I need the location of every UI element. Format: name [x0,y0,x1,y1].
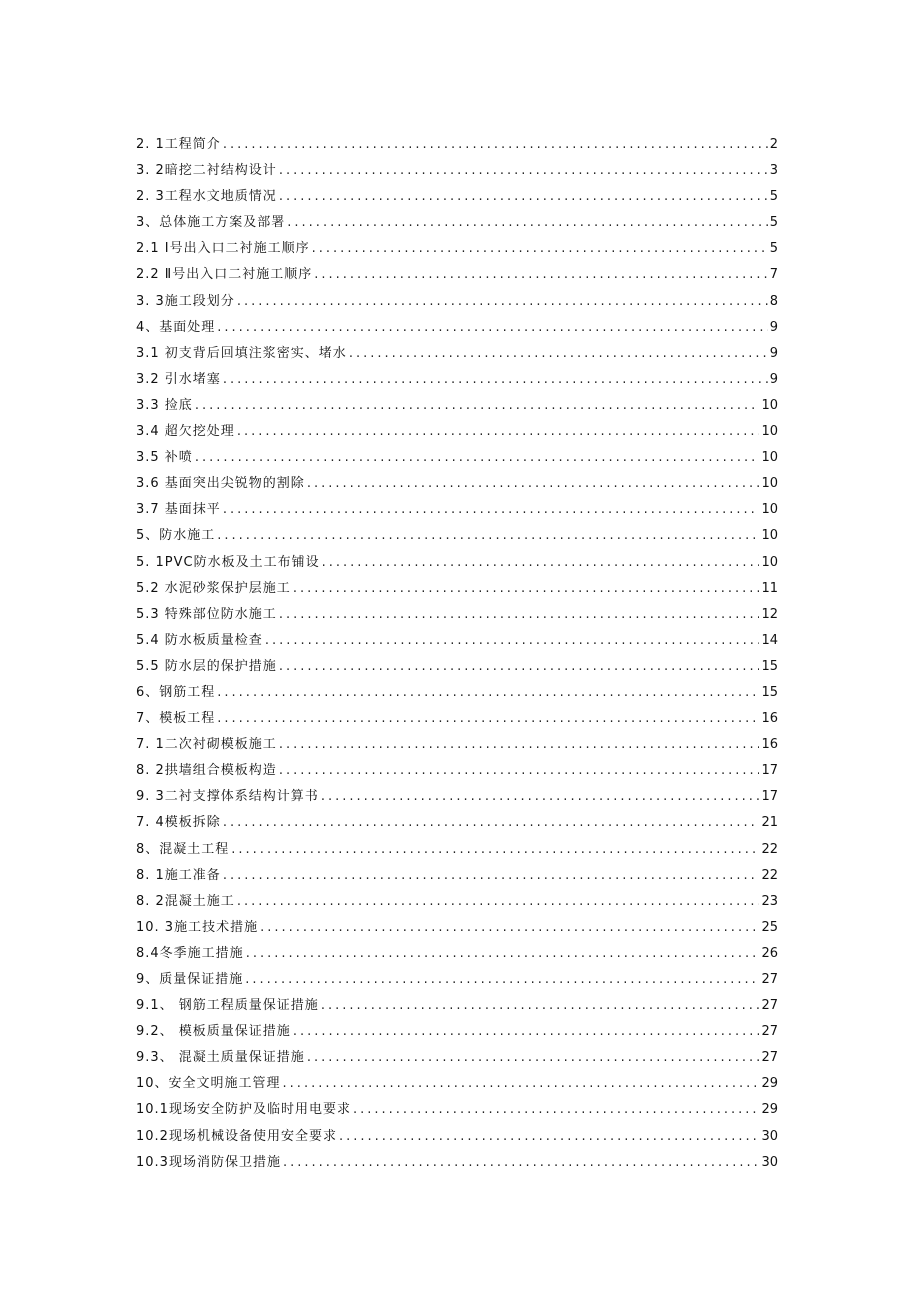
toc-entry[interactable] [136,1019,778,1045]
toc-entry-label: 6、钢筋工程 [136,684,216,700]
toc-entry-page-number: 9 [769,345,778,361]
toc-entry-label: 7. 1二次衬砌模板施工 [136,737,277,753]
toc-entry-page-number: 27 [761,1024,778,1040]
toc-dot-leader [279,602,760,628]
toc-dot-leader [223,863,760,889]
toc-entry[interactable] [136,863,778,889]
toc-entry[interactable] [136,706,778,732]
toc-entry-page-number: 9 [769,371,778,387]
toc-entry[interactable] [136,784,778,810]
toc-dot-leader [260,915,759,941]
toc-entry-page-number: 2 [769,137,778,152]
toc-entry-page-number: 27 [761,998,778,1014]
toc-entry-label: 10. 3施工技术措施 [136,919,259,935]
table-of-contents [136,132,778,1176]
toc-dot-leader [321,784,760,810]
toc-dot-leader [237,889,760,915]
toc-entry-page-number: 16 [761,711,778,727]
toc-entry-page-number: 23 [761,893,778,909]
toc-entry[interactable] [136,393,778,419]
toc-entry-page-number: 22 [761,841,778,857]
toc-entry[interactable] [136,967,778,993]
toc-dot-leader [307,1045,760,1071]
toc-entry[interactable] [136,341,778,367]
toc-entry-label: 2.1 Ⅰ号出入口二衬施工顺序 [136,241,310,257]
toc-entry-label: 3.6 基面突出尖锐物的割除 [136,476,305,492]
toc-entry-label: 3.7 基面抹平 [136,502,221,518]
toc-entry-label: 10.2现场机械设备使用安全要求 [136,1128,337,1144]
toc-dot-leader [279,184,768,210]
toc-entry-label: 9.2、 模板质量保证措施 [136,1024,291,1040]
toc-entry-page-number: 22 [761,867,778,883]
toc-entry-label: 5、防水施工 [136,528,216,544]
toc-entry-page-number: 5 [769,215,778,231]
toc-entry[interactable] [136,550,778,576]
toc-dot-leader [217,680,759,706]
toc-entry-label: 8. 1施工准备 [136,867,221,883]
toc-dot-leader [223,132,768,158]
toc-dot-leader [217,315,767,341]
toc-dot-leader [279,654,760,680]
toc-entry-label: 8、混凝土工程 [136,841,230,857]
toc-entry[interactable] [136,810,778,836]
toc-dot-leader [287,210,767,236]
toc-entry-label: 9. 3二衬支撑体系结构计算书 [136,789,319,805]
toc-dot-leader [283,1071,760,1097]
toc-dot-leader [283,1150,760,1176]
toc-entry[interactable] [136,367,778,393]
toc-dot-leader [217,706,759,732]
toc-dot-leader [279,758,760,784]
toc-dot-leader [231,837,759,863]
toc-dot-leader [322,550,760,576]
toc-entry[interactable] [136,576,778,602]
toc-entry-label: 5.2 水泥砂浆保护层施工 [136,580,291,596]
toc-entry-label: 3. 2暗挖二衬结构设计 [136,163,277,179]
toc-entry-label: 7. 4模板拆除 [136,815,221,831]
toc-entry-label: 2. 1工程简介 [136,137,221,152]
toc-dot-leader [279,732,760,758]
toc-dot-leader [307,471,760,497]
toc-entry-page-number: 21 [761,815,778,831]
toc-entry-page-number: 10 [761,397,778,413]
toc-entry-page-number: 11 [761,580,778,596]
toc-entry-label: 5.5 防水层的保护措施 [136,658,277,674]
toc-entry-label: 8.4冬季施工措施 [136,945,244,961]
toc-entry[interactable] [136,758,778,784]
toc-entry[interactable] [136,993,778,1019]
toc-entry[interactable] [136,262,778,288]
toc-entry-page-number: 29 [761,1076,778,1092]
toc-entry[interactable] [136,523,778,549]
toc-entry-page-number: 14 [761,632,778,648]
toc-entry-page-number: 27 [761,1050,778,1066]
toc-entry[interactable] [136,680,778,706]
toc-entry-label: 5. 1PVC防水板及土工布铺设 [136,554,320,570]
toc-entry-label: 5.4 防水板质量检查 [136,632,263,648]
toc-entry[interactable] [136,889,778,915]
toc-entry-label: 2. 3工程水文地质情况 [136,189,277,205]
toc-entry[interactable] [136,1045,778,1071]
toc-entry-page-number: 30 [761,1128,778,1144]
toc-entry-label: 10.3现场消防保卫措施 [136,1154,281,1170]
toc-entry-page-number: 29 [761,1102,778,1118]
toc-entry-page-number: 12 [761,606,778,622]
toc-entry-page-number: 9 [769,319,778,335]
toc-entry-label: 3.5 补喷 [136,450,193,466]
toc-entry[interactable] [136,236,778,262]
toc-entry-page-number: 10 [761,554,778,570]
toc-dot-leader [237,289,768,315]
toc-dot-leader [245,967,759,993]
toc-entry-page-number: 15 [761,658,778,674]
toc-entry-page-number: 8 [769,293,778,309]
toc-entry[interactable] [136,732,778,758]
toc-entry-page-number: 15 [761,684,778,700]
toc-dot-leader [321,993,760,1019]
toc-entry[interactable] [136,837,778,863]
toc-entry-label: 10、安全文明施工管理 [136,1076,281,1092]
toc-entry[interactable] [136,184,778,210]
toc-dot-leader [237,419,760,445]
toc-entry-page-number: 3 [769,163,778,179]
toc-entry-label: 7、模板工程 [136,711,216,727]
toc-entry[interactable] [136,445,778,471]
toc-entry[interactable] [136,471,778,497]
toc-entry[interactable] [136,132,778,158]
toc-entry-label: 2.2 Ⅱ号出入口二衬施工顺序 [136,267,313,283]
toc-dot-leader [223,367,768,393]
toc-entry[interactable] [136,1097,778,1123]
toc-dot-leader [223,497,760,523]
toc-dot-leader [353,1097,760,1123]
toc-entry[interactable] [136,419,778,445]
toc-entry-label: 3、总体施工方案及部署 [136,215,286,231]
toc-entry-label: 3. 3施工段划分 [136,293,235,309]
toc-dot-leader [195,393,760,419]
toc-entry[interactable] [136,654,778,680]
toc-dot-leader [195,445,760,471]
toc-dot-leader [246,941,760,967]
toc-entry-label: 3.1 初支背后回填注浆密实、堵水 [136,345,347,361]
toc-entry[interactable] [136,497,778,523]
toc-entry-label: 3.2 引水堵塞 [136,371,221,387]
toc-entry-label: 4、基面处理 [136,319,216,335]
toc-dot-leader [279,158,768,184]
toc-dot-leader [312,236,768,262]
toc-entry[interactable] [136,1124,778,1150]
toc-entry[interactable] [136,210,778,236]
toc-entry[interactable] [136,289,778,315]
toc-entry[interactable] [136,1071,778,1097]
toc-entry[interactable] [136,941,778,967]
toc-entry[interactable] [136,628,778,654]
toc-entry-page-number: 17 [761,763,778,779]
toc-entry-page-number: 5 [769,189,778,205]
toc-entry-page-number: 10 [761,424,778,440]
toc-entry-page-number: 5 [769,241,778,257]
toc-dot-leader [339,1124,760,1150]
toc-entry[interactable] [136,158,778,184]
toc-dot-leader [223,810,760,836]
toc-entry-page-number: 16 [761,737,778,753]
toc-entry[interactable] [136,315,778,341]
toc-entry-label: 10.1现场安全防护及临时用电要求 [136,1102,351,1118]
toc-entry-label: 3.4 超欠挖处理 [136,424,235,440]
toc-dot-leader [349,341,768,367]
toc-entry-label: 5.3 特殊部位防水施工 [136,606,277,622]
toc-dot-leader [293,1019,760,1045]
toc-entry-page-number: 10 [761,528,778,544]
toc-entry-label: 8. 2混凝土施工 [136,893,235,909]
toc-entry-page-number: 26 [761,945,778,961]
toc-entry-page-number: 10 [761,450,778,466]
toc-entry-label: 9.1、 钢筋工程质量保证措施 [136,998,319,1014]
toc-entry-page-number: 27 [761,972,778,987]
toc-dot-leader [293,576,760,602]
toc-entry-label: 9、质量保证措施 [136,972,244,987]
toc-entry[interactable] [136,602,778,628]
toc-dot-leader [217,523,759,549]
toc-entry-page-number: 10 [761,502,778,518]
toc-entry-page-number: 25 [761,919,778,935]
toc-entry-label: 3.3 捡底 [136,397,193,413]
toc-entry[interactable] [136,915,778,941]
toc-entry-label: 8. 2拱墙组合模板构造 [136,763,277,779]
toc-entry-page-number: 30 [761,1154,778,1170]
toc-entry-label: 9.3、 混凝土质量保证措施 [136,1050,305,1066]
toc-dot-leader [265,628,760,654]
toc-entry[interactable] [136,1150,778,1176]
toc-entry-page-number: 7 [769,267,778,283]
toc-entry-page-number: 17 [761,789,778,805]
toc-entry-page-number: 10 [761,476,778,492]
toc-dot-leader [314,262,768,288]
